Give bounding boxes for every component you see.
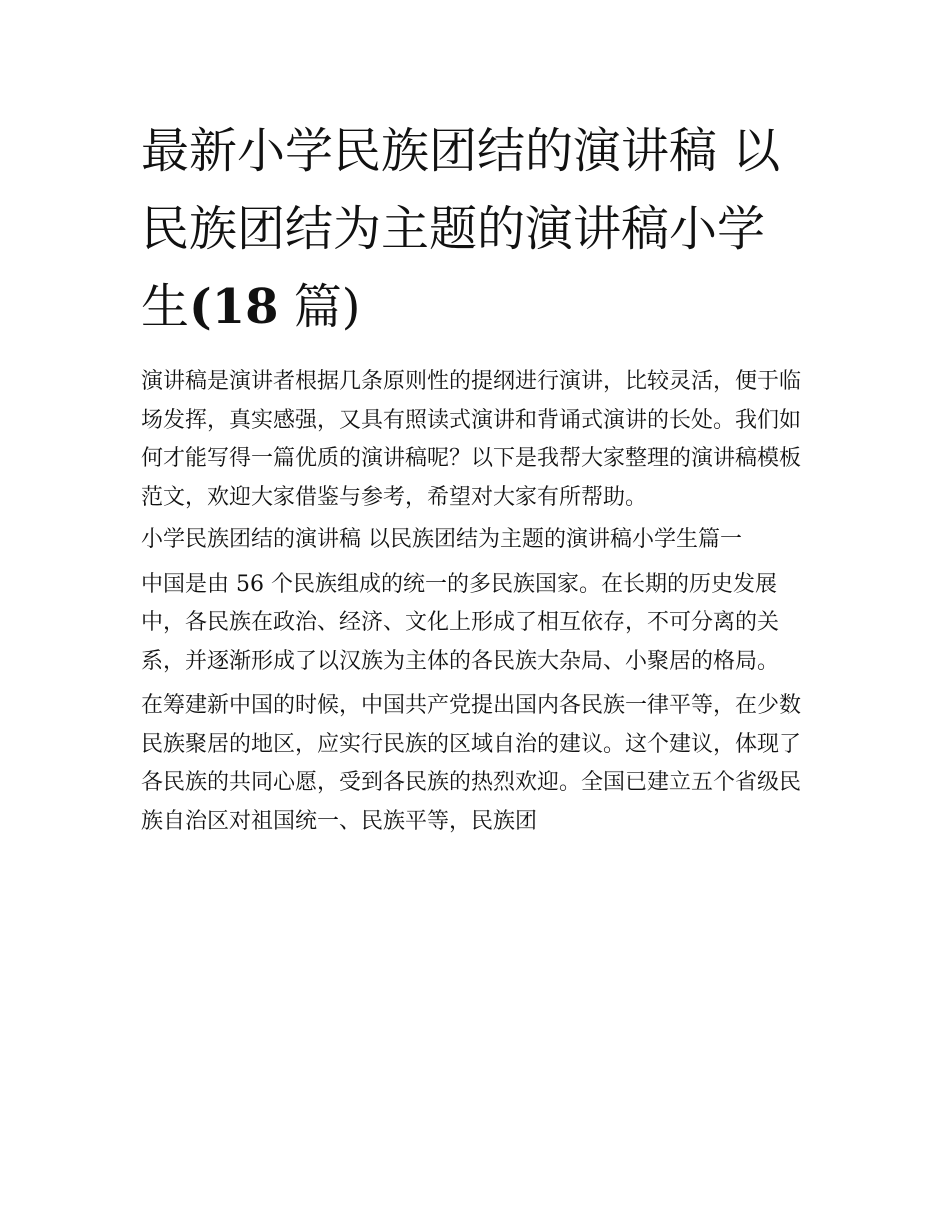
- body-paragraph-1: 中国是由 56 个民族组成的统一的多民族国家。在长期的历史发展中，各民族在政治、经济、文化上形成了相互依存，不可分离的关系，并逐渐形成了以汉族为主体的各民族大杂局、小聚居的格局。: [141, 571, 780, 674]
- section-subtitle: 小学民族团结的演讲稿 以民族团结为主题的演讲稿小学生篇一: [141, 527, 742, 552]
- title-line-1: 最新小学民族团结的演讲稿 以: [141, 123, 781, 179]
- intro-paragraph: 演讲稿是演讲者根据几条原则性的提纲进行演讲，比较灵活，便于临场发挥，真实感强，又具有照读式演讲和背诵式演讲的长处。我们如何才能写得一篇优质的演讲稿呢？以下是我帮大家整理的演讲稿模板范文，欢迎大家借鉴与参考，希望对大家有所帮助。: [141, 369, 802, 510]
- body-paragraph-2: 在筹建新中国的时候，中国共产党提出国内各民族一律平等，在少数民族聚居的地区，应实行民族的区域自治的建议。这个建议，体现了各民族的共同心愿，受到各民族的热烈欢迎。全国已建立五个省级民族自治区对祖国统一、民族平等，民族团: [141, 693, 802, 834]
- title-line-3-prefix: 生: [141, 279, 190, 335]
- title-line-3-number: (18: [189, 279, 279, 335]
- title-line-3-suffix: 篇): [278, 279, 361, 335]
- document-title: [141, 112, 813, 346]
- document-content: [141, 112, 813, 841]
- title-line-2: 民族团结为主题的演讲稿小学: [141, 201, 766, 257]
